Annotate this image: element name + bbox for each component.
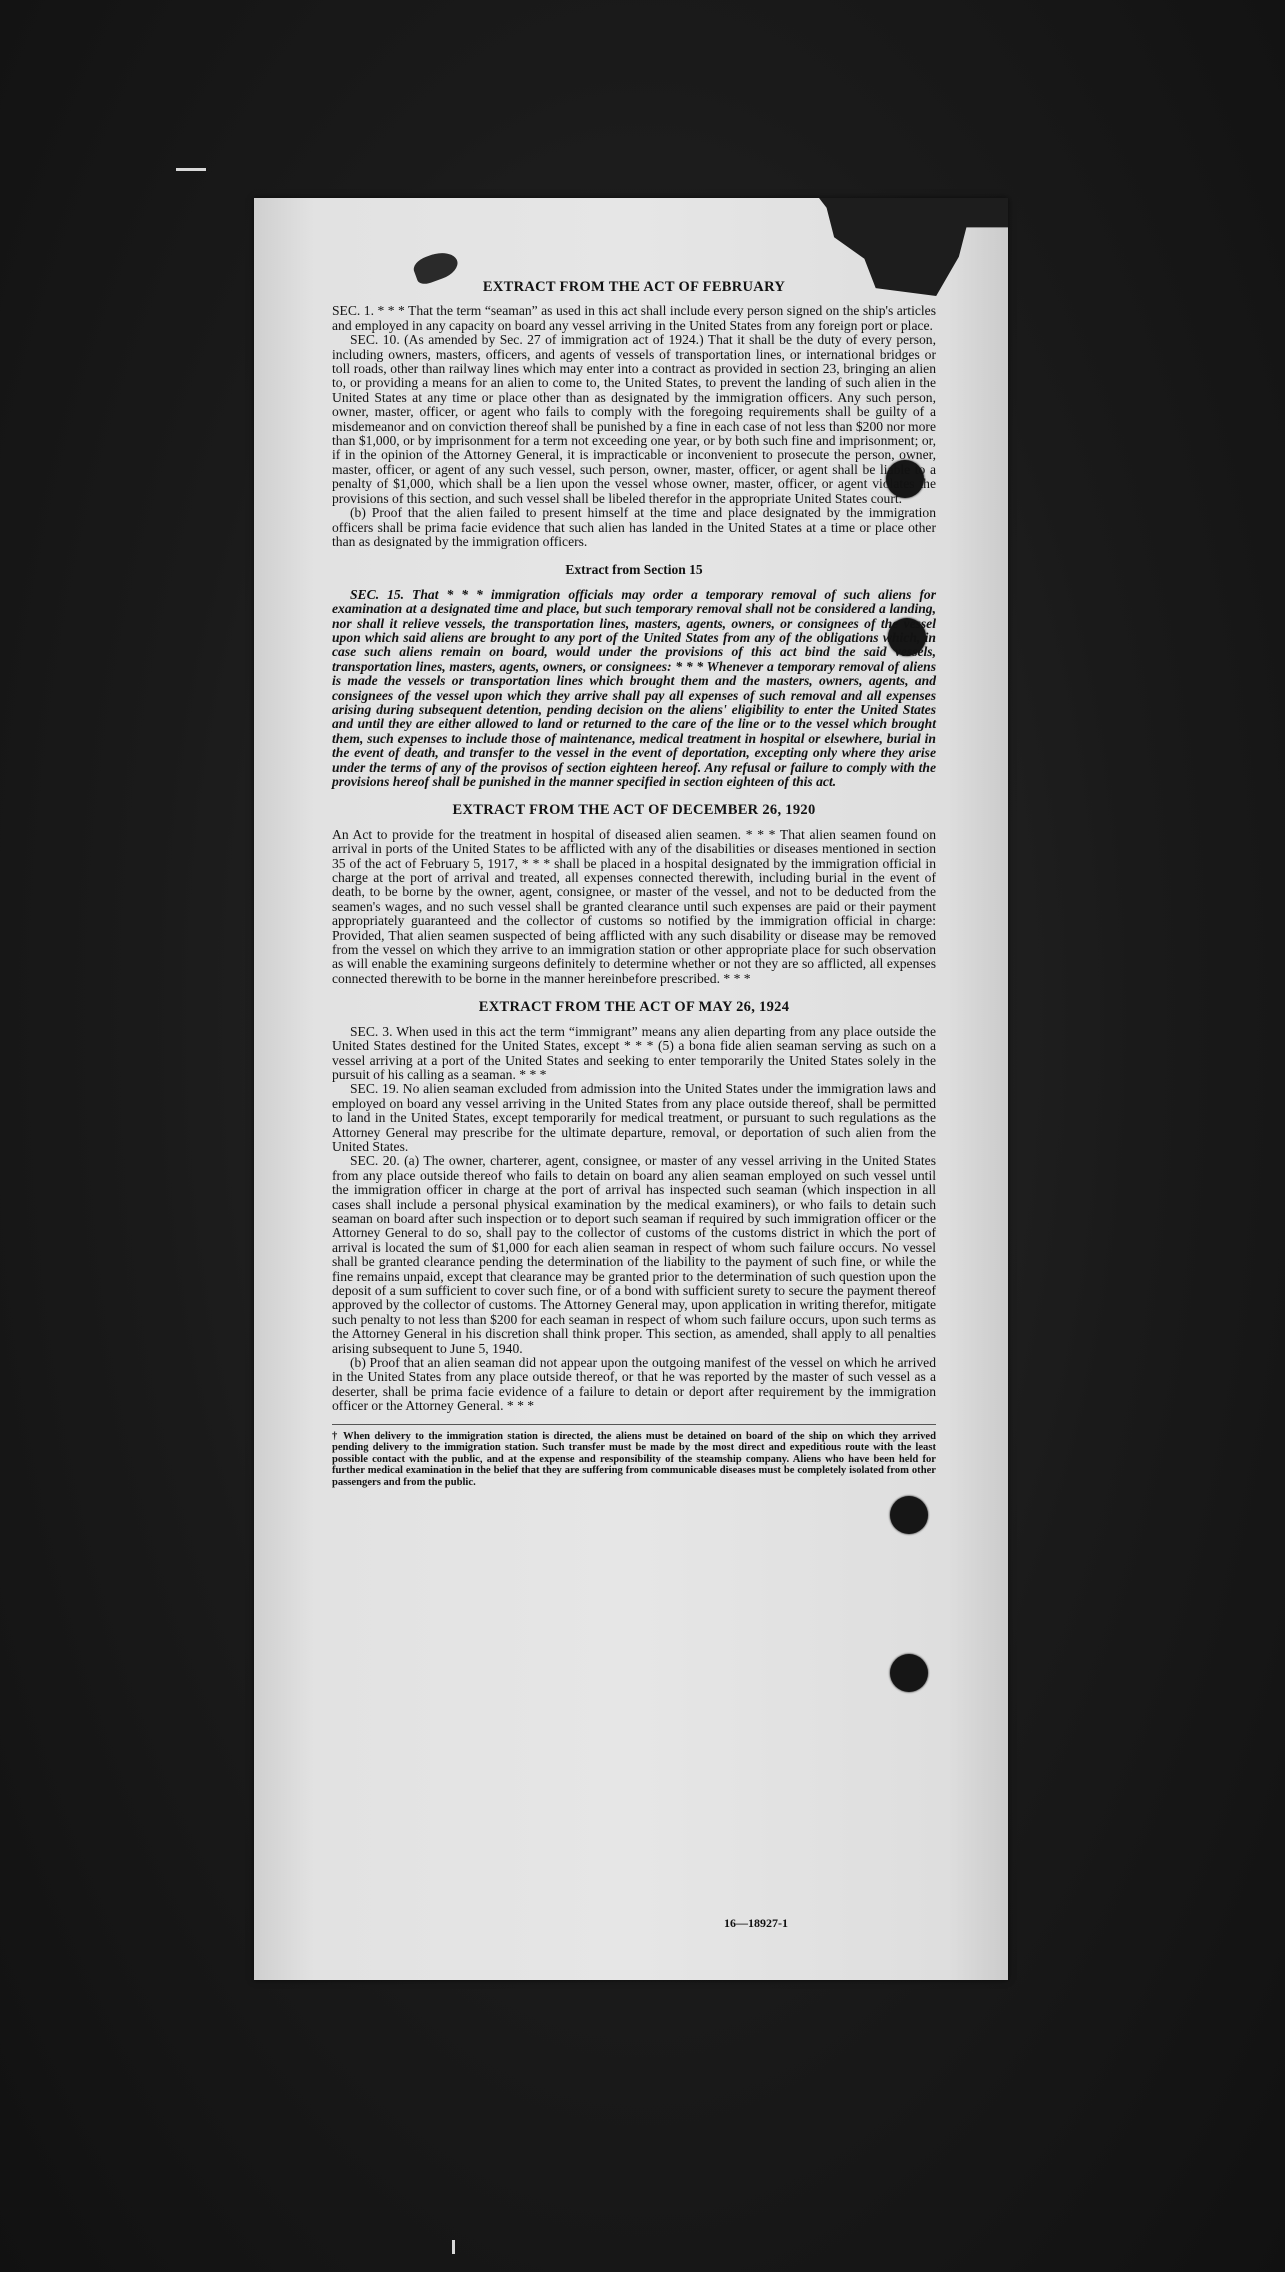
- section-20-b: (b) Proof that an alien seaman did not appear upon the outgoing manifest of the vessel on which he arrived in the United States from any place outside thereof, or that he was reported by the master of such vessel as a deserter, shall be prima facie evidence of a failure to detain or deport after requirement by the immigration officer or the Attorney General. * * *: [332, 1355, 936, 1414]
- act-december-1920-text: An Act to provide for the treatment in hospital of diseased alien seamen. * * * That alien seamen found on arrival in ports of the United States to be afflicted with any of the disabilities or diseases mentioned in section 35 of the act of February 5, 1917, * * * shall be placed in a hospital designated by the immigration official in charge at the port of arrival and treated, all expenses connected therewith, including burial in the event of death, to be borne by the owner, agent, consignee, or master of the vessel, and not to be deducted from the seamen's wages, and no such vessel shall be granted clearance until such expenses are paid or their payment appropriately guaranteed and the collector of customs so notified by the immigration official in charge: Provided, That alien seamen suspected of being afflicted with any such disability or disease may be removed from the vessel on which they arrive to an immigration station or other appropriate place for such observation as will enable the examining surgeons definitely to determine whether or not they are so afflicted, all expenses connected therewith to be borne in the manner hereinbefore prescribed. * * *: [332, 826, 936, 986]
- section-1: SEC. 1. * * * That the term “seaman” as used in this act shall include every person signed on the ship's articles and employed in any capacity on board any vessel arriving in the United States from any foreign port or place.: [332, 303, 936, 333]
- heading-act-may-1924: EXTRACT FROM THE ACT OF MAY 26, 1924: [478, 999, 790, 1016]
- section-19: SEC. 19. No alien seaman excluded from admission into the United States under the immigration laws and employed on board any vessel arriving in the United States from any place outside thereof, shall be permitted to land in the United States, except temporarily for medical treatment, or pursuant to such regulations as the Attorney General may prescribe for the ultimate departure, removal, or deportation of such alien from the United States.: [332, 1081, 936, 1154]
- dust-speck: [452, 2240, 455, 2254]
- section-15: SEC. 15. That * * * immigration officials may order a temporary removal of such aliens for examination at a designated time and place, but such temporary removal shall not be considered a landing, nor shall it relieve vessels, the transportation lines, masters, agents, owners, or consignees of the vessel upon which said aliens are brought to any port of the United States from any of the obligations which, in case such aliens remain on board, would under the provisions of this act bind the said vessels, transportation lines, masters, agents, owners, or consignees: * * * Whenever a temporary removal of aliens is made the vessels or transportation lines which brought them and the masters, owners, agents, and consignees of the vessel upon which they arrive shall pay all expenses of such removal and all expenses arising during subsequent detention, pending decision on the aliens' eligibility to enter the United States and until they are either allowed to land or returned to the care of the line or to the vessel which brought them, such expenses to include those of maintenance, medical treatment in hospital or elsewhere, burial in the event of death, and transfer to the vessel in the event of deportation, excepting only where they arise under the terms of any of the provisos of section eighteen hereof. Any refusal or failure to comply with the provisions hereof shall be punished in the manner specified in section eighteen of this act.: [332, 586, 936, 789]
- punch-hole: [890, 1496, 928, 1534]
- section-20: SEC. 20. (a) The owner, charterer, agent, consignee, or master of any vessel arriving in the United States from any place outside thereof who fails to detain on board any alien seaman employed on such vessel until the immigration officer in charge at the port of arrival has inspected such seaman (which inspection in all cases shall include a personal physical examination by the medical examiners), or who fails to detain such seaman on board after such inspection or to deport such seaman if required by such immigration officer or the Attorney General to do so, shall pay to the collector of customs of the customs district in which the port of arrival is located the sum of $1,000 for each alien seaman in respect of whom such failure occurs. No vessel shall be granted clearance pending the determination of the liability to the payment of such fine, or while the fine remains unpaid, except that clearance may be granted prior to the determination of such question upon the deposit of a sum sufficient to cover such fine, or of a bond with sufficient surety to secure the payment thereof approved by the collector of customs. The Attorney General may, upon application in writing therefor, mitigate such penalty to not less than $200 for each seaman in respect of whom such failure occurs, upon such terms as the Attorney General in his discretion shall think proper. This section, as amended, shall apply to all penalties arising subsequent to June 5, 1940.: [332, 1153, 936, 1356]
- heading-act-february: EXTRACT FROM THE ACT OF FEBRUARY: [482, 279, 786, 295]
- section-15-block: [332, 588, 936, 790]
- section-3: SEC. 3. When used in this act the term “immigrant” means any alien departing from any place outside the United States destined for the United States, except * * * (5) a bona fide alien seaman serving as such on a vessel arriving at a port of the United States and seeking to enter temporarily the United States solely in the pursuit of his calling as a seaman. * * *: [332, 1023, 936, 1082]
- document-page: [254, 198, 1008, 1980]
- punch-hole: [890, 1654, 928, 1692]
- footnote: † When delivery to the immigration station is directed, the aliens must be detained on board of the ship on which they arrived pending delivery to the immigration station. Such transfer must be made by the most direct and expeditious route with the least possible contact with the public, and at the expense and responsibility of the steamship company. Aliens who have been held for further medical examination in the belief that they are suffering from communicable diseases must be completely isolated from other passengers and from the public.: [332, 1424, 936, 1489]
- form-number: 16—18927-1: [724, 1916, 788, 1930]
- dust-speck: [176, 168, 206, 171]
- heading-section-15: Extract from Section 15: [565, 562, 703, 578]
- section-10: SEC. 10. (As amended by Sec. 27 of immigration act of 1924.) That it shall be the duty of every person, including owners, masters, officers, and agents of vessels of transportation lines, or international bridges or toll roads, other than railway lines which may enter into a contract as provided in section 23, bringing an alien to, or providing a means for an alien to come to, the United States, to prevent the landing of such alien in the United States at any time or place other than as designated by the immigration officers. Any such person, owner, master, officer, or agent who fails to comply with the foregoing requirements shall be guilty of a misdemeanor and on conviction thereof shall be punished by a fine in each case of not less than $200 nor more than $1,000, or by imprisonment for a term not exceeding one year, or by both such fine and imprisonment; or, if in the opinion of the Attorney General, it is impracticable or inconvenient to prosecute the person, owner, master, officer, or agent of any such vessel, such person, owner, master, officer, or agent shall be liable to a penalty of $1,000, which shall be a lien upon the vessel whose owner, master, officer, or agent violates the provisions of this section, and such vessel shall be libeled therefor in the appropriate United States court.: [332, 332, 936, 506]
- section-10-b: (b) Proof that the alien failed to present himself at the time and place designated by the immigration officers shall be prima facie evidence that such alien has landed in the United States at a time or place other than as designated by the immigration officers.: [332, 505, 936, 549]
- document-body: [332, 278, 936, 1489]
- heading-act-december-1920: EXTRACT FROM THE ACT OF DECEMBER 26, 1920: [452, 802, 816, 819]
